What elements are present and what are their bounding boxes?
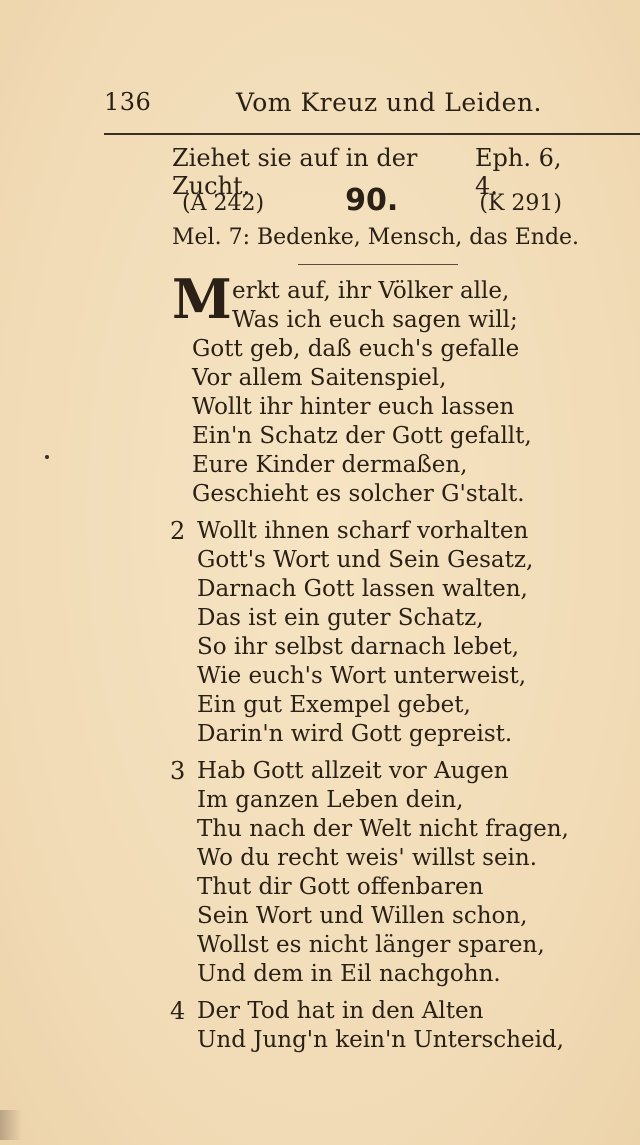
verse-line: Ein'n Schatz der Gott gefallt, xyxy=(192,423,532,449)
verse-line: Eure Kinder dermaßen, xyxy=(192,452,468,478)
verse-line: Thu nach der Welt nicht fragen, xyxy=(197,816,569,842)
verse-line: Darin'n wird Gott gepreist. xyxy=(197,721,513,747)
verse-line: Und Jung'n kein'n Unterscheid, xyxy=(197,1027,564,1053)
stanza-number: 4 xyxy=(170,997,186,1025)
scripture-reference: Eph. 6, 4. xyxy=(474,144,562,200)
hymn-heading xyxy=(182,183,562,218)
verse-line: Thut dir Gott offenbaren xyxy=(197,874,484,900)
verse-line: Wollst es nicht länger sparen, xyxy=(197,932,545,958)
verse-line: Wo du recht weis' willst sein. xyxy=(197,845,538,871)
melody-line: Mel. 7: Bedenke, Mensch, das Ende. xyxy=(172,225,580,250)
verse-line: Vor allem Saitenspiel, xyxy=(192,365,447,391)
page-number: 136 xyxy=(104,88,152,116)
verse-line: Gott geb, daß euch's gefalle xyxy=(192,336,520,362)
hymn-ref-right: (K 291) xyxy=(479,191,562,216)
drop-cap: M xyxy=(172,267,232,331)
scripture-text: Ziehet sie auf in der Zucht. xyxy=(172,144,418,200)
verse-line: Der Tod hat in den Alten xyxy=(197,998,484,1024)
verse-line: Und dem in Eil nachgohn. xyxy=(197,961,501,987)
verse-line: Wie euch's Wort unterweist, xyxy=(197,663,527,689)
verse-line: Sein Wort und Willen schon, xyxy=(197,903,528,929)
verse-line: Das ist ein guter Schatz, xyxy=(197,605,484,631)
hymn-number: 90. xyxy=(345,183,399,218)
verse-line: erkt auf, ihr Völker alle, xyxy=(232,278,510,304)
hymn-ref-left: (A 242) xyxy=(182,191,265,216)
verse-line: Darnach Gott lassen walten, xyxy=(197,576,528,602)
verse-line: Wollt ihnen scharf vorhalten xyxy=(197,518,529,544)
page-header xyxy=(104,88,640,128)
running-title: Vom Kreuz und Leiden. xyxy=(236,88,542,117)
stanza-number: 3 xyxy=(170,757,186,785)
verse-line: Hab Gott allzeit vor Augen xyxy=(197,758,509,784)
verse-line: So ihr selbst darnach lebet, xyxy=(197,634,520,660)
verse-line: Ein gut Exempel gebet, xyxy=(197,692,471,718)
verse-line: Wollt ihr hinter euch lassen xyxy=(192,394,515,420)
section-rule xyxy=(298,264,458,265)
verse-line: Geschieht es solcher G'stalt. xyxy=(192,481,525,507)
verse-line: Was ich euch sagen will; xyxy=(232,307,518,333)
verse-line: Gott's Wort und Sein Gesatz, xyxy=(197,547,534,573)
header-rule xyxy=(104,133,640,135)
page-edge-mark xyxy=(0,1110,22,1140)
verse-line: Im ganzen Leben dein, xyxy=(197,787,464,813)
stanza-number: 2 xyxy=(170,517,186,545)
paper-speck xyxy=(45,455,49,459)
